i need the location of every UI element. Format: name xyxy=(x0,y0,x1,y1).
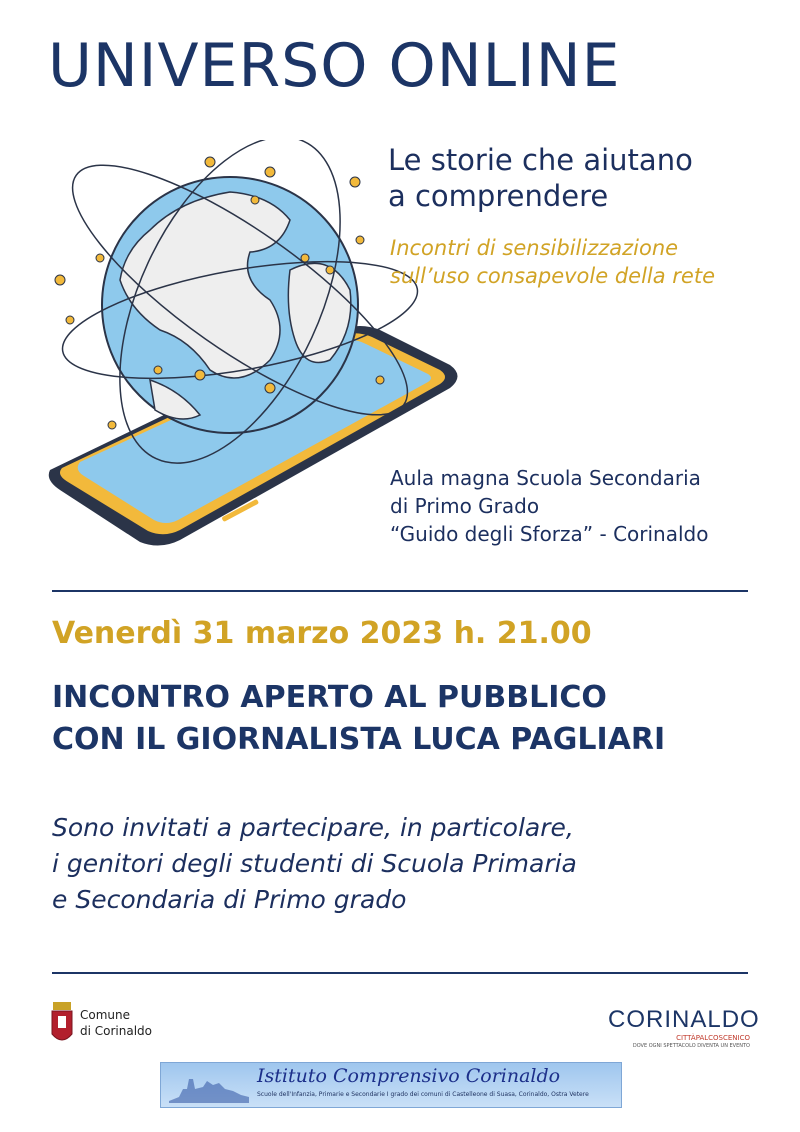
invite-line: i genitori degli studenti di Scuola Primaria xyxy=(52,849,577,878)
headline-line: INCONTRO APERTO AL PUBBLICO xyxy=(52,680,607,715)
venue-line: di Primo Grado xyxy=(390,494,540,518)
corinaldo-logo-text: CORINALDO xyxy=(608,1006,760,1033)
school-banner xyxy=(160,1062,622,1108)
event-headline xyxy=(52,677,665,761)
coat-of-arms-icon xyxy=(50,1002,74,1048)
comune-line: di Corinaldo xyxy=(80,1024,153,1038)
invite-line: e Secondaria di Primo grado xyxy=(52,885,407,914)
divider xyxy=(52,590,748,592)
subtitle xyxy=(388,142,693,214)
poster-title: UNIVERSO ONLINE xyxy=(48,31,621,101)
subtitle-line: Le storie che aiutano xyxy=(388,143,693,177)
town-skyline-icon xyxy=(169,1067,249,1103)
subtitle-line: a comprendere xyxy=(388,179,609,213)
tagline-line: sull’uso consapevole della rete xyxy=(390,264,716,288)
corinaldo-logo xyxy=(608,1006,758,1050)
corinaldo-logo-tagline: CITTÀPALCOSCENICO xyxy=(676,1034,750,1042)
corinaldo-logo-subtagline: DOVE OGNI SPETTACOLO DIVENTA UN EVENTO xyxy=(632,1043,750,1049)
school-name: Istituto Comprensivo Corinaldo xyxy=(257,1065,561,1087)
event-date: Venerdì 31 marzo 2023 h. 21.00 xyxy=(52,616,592,651)
globe-icon xyxy=(102,177,358,433)
venue-line: Aula magna Scuola Secondaria xyxy=(390,466,701,490)
comune-line: Comune xyxy=(80,1008,131,1022)
invitation-text xyxy=(52,810,577,918)
tagline xyxy=(390,234,715,290)
headline-line: CON IL GIORNALISTA LUCA PAGLIARI xyxy=(52,722,666,757)
invite-line: Sono invitati a partecipare, in particolare, xyxy=(52,813,574,842)
tagline-line: Incontri di sensibilizzazione xyxy=(390,236,679,260)
school-subtitle: Scuole dell'Infanzia, Primarie e Secondarie I grado dei comuni di Castelleone di Suasa, Corinaldo, Ostra Vetere xyxy=(257,1091,589,1098)
venue-info xyxy=(390,464,708,548)
comune-label xyxy=(80,1007,152,1039)
venue-line: “Guido degli Sforza” - Corinaldo xyxy=(390,522,709,546)
divider xyxy=(52,972,748,974)
